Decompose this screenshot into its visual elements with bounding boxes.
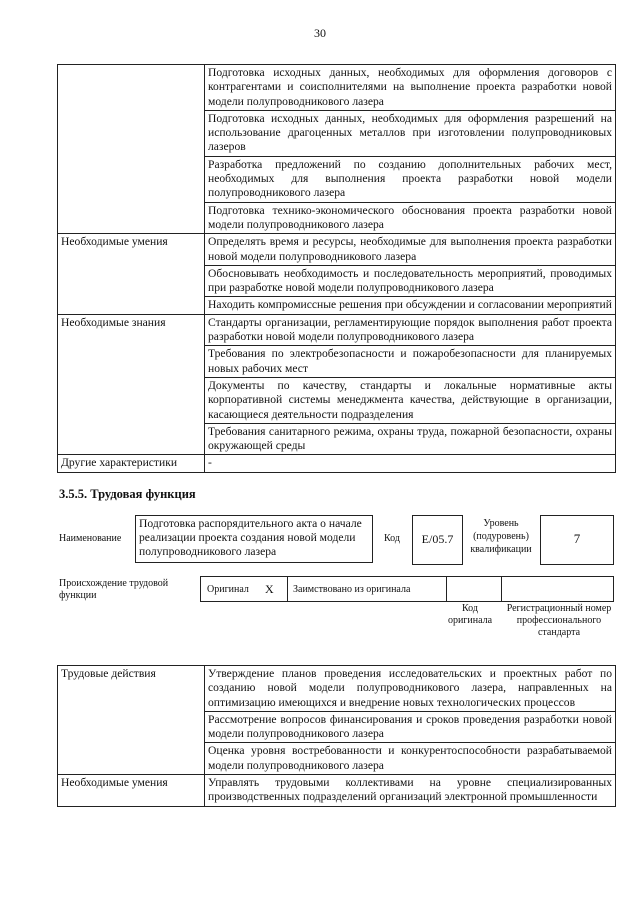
table-row — [58, 666, 616, 712]
labor-action-item: Рассмотрение вопросов финансирования и сроков проведения разработки новой модели полупроводникового лазера — [205, 711, 616, 743]
labor-action-item: Подготовка технико-экономического обоснования проекта разработки новой модели полупроводникового лазера — [205, 202, 616, 234]
origin-label: Происхождение трудовой функции — [59, 578, 169, 601]
row-label-other: Другие характеристики — [58, 455, 205, 472]
knowledge-item: Требования санитарного режима, охраны труда, пожарной безопасности, охраны окружающей среды — [205, 423, 616, 455]
skill-item: Обосновывать необходимость и последовательность мероприятий, проводимых при разработке новой модели полупроводникового лазера — [205, 265, 616, 297]
skill-item: Определять время и ресурсы, необходимые для выполнения проекта разработки новой модели полупроводникового лазера — [205, 234, 616, 266]
table-row — [58, 65, 616, 111]
other-item: - — [205, 455, 616, 472]
row-label — [58, 65, 205, 234]
knowledge-item: Документы по качеству, стандарты и локальные нормативные акты корпоративной системы менеджмента качества, действующие в организации, касающиеся деятельности подразделения — [205, 377, 616, 423]
section-title: 3.5.5. Трудовая функция — [59, 487, 196, 501]
row-label-skills: Необходимые умения — [58, 775, 205, 807]
divider — [287, 577, 288, 601]
table-row — [58, 314, 616, 346]
skill-item: Находить компромиссные решения при обсуждении и согласовании мероприятий — [205, 297, 616, 314]
level-label: Уровень (подуровень) квалификации — [470, 518, 532, 555]
labor-function-table — [57, 665, 616, 807]
name-label: Наименование — [59, 533, 122, 544]
reg-caption: Регистрационный номер профессионального стандарта — [506, 603, 612, 638]
divider — [501, 577, 502, 601]
knowledge-item: Стандарты организации, регламентирующие порядок выполнения работ проекта разработки новой модели полупроводникового лазера — [205, 314, 616, 346]
origin-table — [200, 576, 614, 602]
original-label: Оригинал — [207, 584, 249, 595]
labor-action-item: Подготовка исходных данных, необходимых для оформления договоров с контрагентами и соисполнителями на выполнение проекта разработки новой модели полупроводникового лазера — [205, 65, 616, 111]
divider — [446, 577, 447, 601]
row-label-actions: Трудовые действия — [58, 666, 205, 775]
knowledge-item: Требования по электробезопасности и пожаробезопасности для планируемых новых рабочих мест — [205, 346, 616, 378]
code-label: Код — [384, 533, 400, 544]
page-number: 30 — [314, 26, 326, 40]
table-row — [58, 775, 616, 807]
labor-action-item: Оценка уровня востребованности и конкурентоспособности разрабатываемой модели полупроводникового лазера — [205, 743, 616, 775]
name-value: Подготовка распорядительного акта о начале реализации проекта создания новой модели полупроводникового лазера — [135, 515, 373, 563]
level-value: 7 — [540, 515, 614, 565]
labor-action-item: Подготовка исходных данных, необходимых для оформления разрешений на использование драгоценных металлов при изготовлении полупроводниковых лазеров — [205, 110, 616, 156]
original-mark: X — [265, 582, 274, 596]
table-row — [58, 455, 616, 472]
competency-table-continued — [57, 64, 616, 473]
labor-action-item: Разработка предложений по созданию дополнительных рабочих мест, необходимых для выполнения проекта разработки новой модели полупроводникового лазера — [205, 156, 616, 202]
table-row — [58, 234, 616, 266]
skill-item: Управлять трудовыми коллективами на уровне специализированных производственных подразделений организаций электронной промышленности — [205, 775, 616, 807]
borrowed-label: Заимствовано из оригинала — [293, 584, 411, 595]
row-label-knowledge: Необходимые знания — [58, 314, 205, 455]
labor-action-item: Утверждение планов проведения исследовательских и проектных работ по созданию новой модели полупроводникового лазера, направленных на оптимизацию имеющихся и внедрение новых технологических процессов — [205, 666, 616, 712]
code-caption: Код оригинала — [447, 603, 493, 626]
row-label-skills: Необходимые умения — [58, 234, 205, 314]
code-value: E/05.7 — [412, 515, 463, 565]
